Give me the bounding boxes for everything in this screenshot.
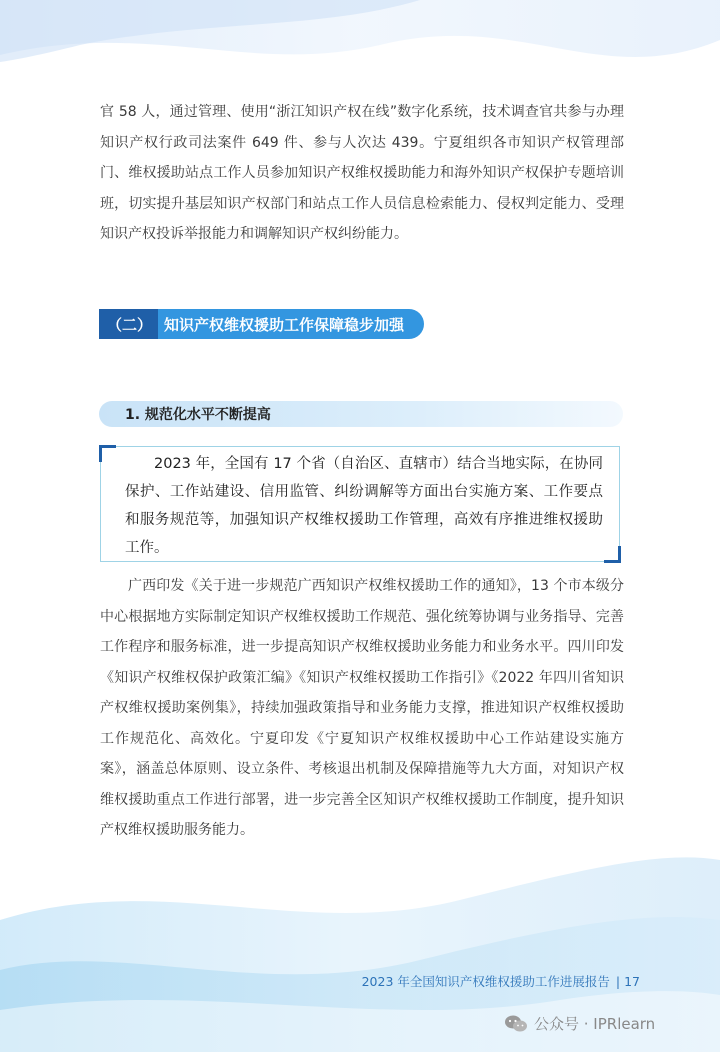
footer-separator: |	[615, 974, 621, 989]
footer-report-title: 2023 年全国知识产权维权援助工作进展报告	[361, 974, 610, 989]
highlight-text: 2023 年，全国有 17 个省（自治区、直辖市）结合当地实际，在协同保护、工作站建设、信用监管、纠纷调解等方面出台实施方案、工作要点和服务规范等，加强知识产权维权援助工作管理，高效有序推进维权援助工作。	[125, 456, 603, 556]
section-number: （二）	[99, 309, 158, 339]
corner-bottom-right-decoration	[604, 546, 621, 563]
watermark-text: 公众号 · IPRlearn	[534, 1015, 656, 1033]
section-title: 知识产权维权援助工作保障稳步加强	[158, 309, 424, 339]
section-heading	[99, 309, 424, 339]
paragraph-1: 官 58 人，通过管理、使用“浙江知识产权在线”数字化系统，技术调查官共参与办理知识产权行政司法案件 649 件、参与人次达 439。宁夏组织各市知识产权管理部门、维权援助站点工作人员参加知识产权维权援助能力和海外知识产权保护专题培训班，切实提升基层知识产权部门和站点工作人员信息检索能力、侵权判定能力、受理知识产权投诉举报能力和调解知识产权纠纷能力。	[100, 104, 624, 242]
page-number: 17	[624, 974, 640, 989]
top-wave-decoration	[0, 0, 720, 95]
paragraph-2: 广西印发《关于进一步规范广西知识产权维权援助工作的通知》，13 个市本级分中心根据地方实际制定知识产权维权援助工作规范、强化统筹协调与业务指导、完善工作程序和服务标准，进一步提高知识产权维权援助业务能力和业务水平。四川印发《知识产权维权保护政策汇编》《知识产权维权援助工作指引》《2022 年四川省知识产权维权援助案例集》，持续加强政策指导和业务能力支撑，推进知识产权维权援助工作规范化、高效化。宁夏印发《宁夏知识产权维权援助中心工作站建设实施方案》，涵盖总体原则、设立条件、考核退出机制及保障措施等九大方面，对知识产权维权援助重点工作进行部署，进一步完善全区知识产权维权援助工作制度，提升知识产权维权援助服务能力。	[100, 578, 624, 838]
subsection-title: 1. 规范化水平不断提高	[125, 407, 271, 423]
page-footer	[340, 972, 640, 990]
watermark	[504, 1013, 655, 1034]
corner-top-left-decoration	[99, 445, 116, 462]
wechat-icon	[504, 1014, 528, 1034]
subsection-heading	[99, 401, 623, 427]
highlight-box	[100, 446, 620, 562]
